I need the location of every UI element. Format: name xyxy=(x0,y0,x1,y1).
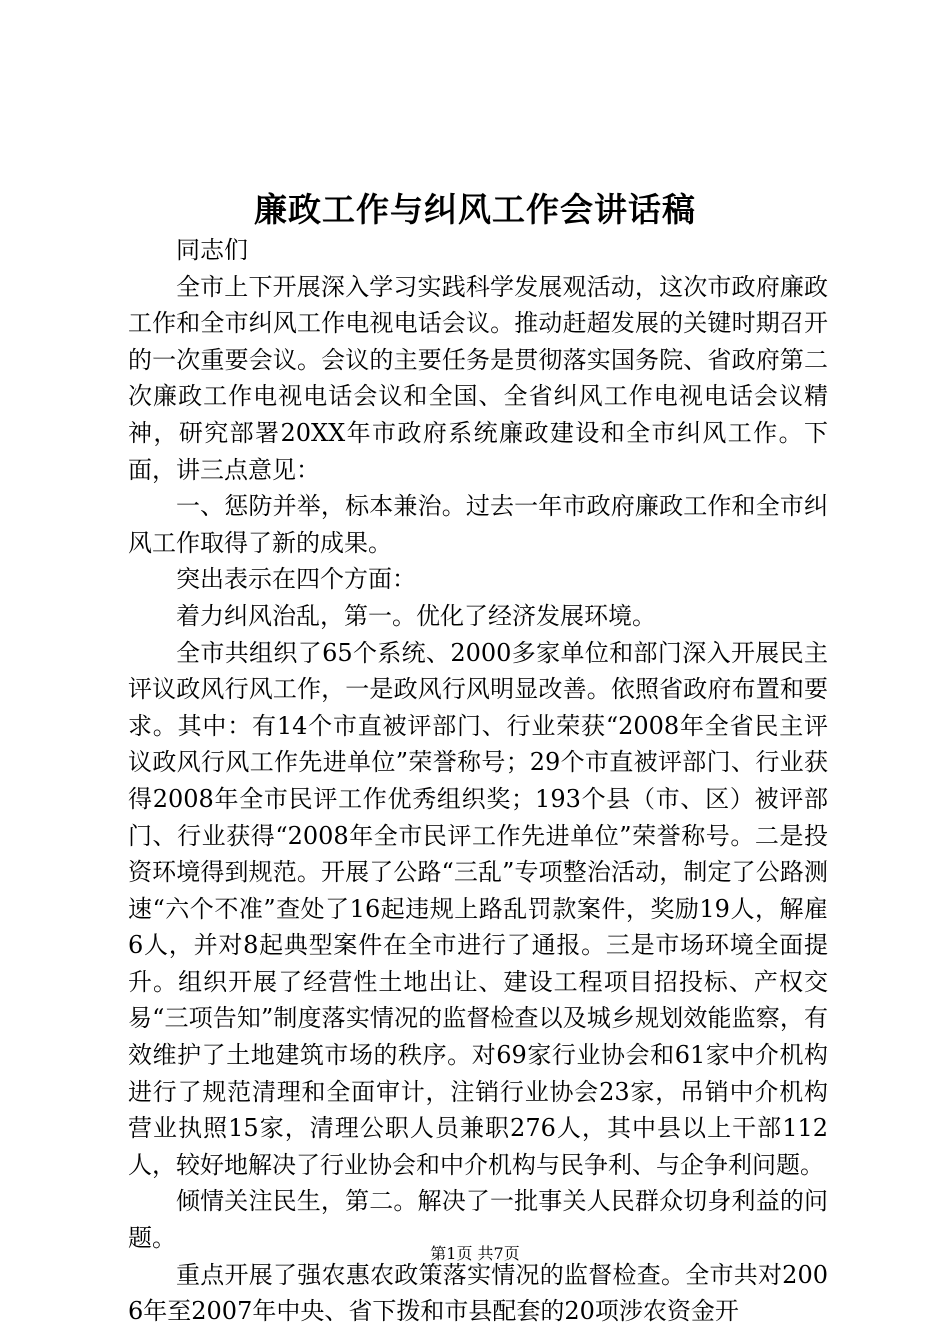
document-title: 廉政工作与纠风工作会讲话稿 xyxy=(254,190,696,229)
paragraph-four-aspects: 突出表示在四个方面： xyxy=(176,565,416,594)
document-body xyxy=(128,232,828,1330)
paragraph-section-one: 一、惩防并举，标本兼治。过去一年市政府廉政工作和全市纠风工作取得了新的成果。 xyxy=(128,492,828,557)
paragraph-first-point-detail: 全市共组织了65个系统、2000多家单位和部门深入开展民主评议政风行风工作，一是政风行风明显改善。依照省政府布置和要求。其中：有14个市直被评部门、行业荣获“2008年全省民主评议政风行风工作先进单位”荣誉称号；29个市直被评部门、行业获得2008年全市民评工作优秀组织奖；193个县（市、区）被评部门、行业获得“2008年全市民评工作先进单位”荣誉称号。二是投资环境得到规范。开展了公路“三乱”专项整治活动，制定了公路测速“六个不准”查处了16起违规上路乱罚款案件，奖励19人，解雇6人，并对8起典型案件在全市进行了通报。三是市场环境全面提升。组织开展了经营性土地出让、建设工程项目招投标、产权交易“三项告知”制度落实情况的监督检查以及城乡规划效能监察，有效维护了土地建筑市场的秩序。对69家行业协会和61家中介机构进行了规范清理和全面审计，注销行业协会23家，吊销中介机构营业执照15家，清理公职人员兼职276人，其中县以上干部112人，较好地解决了行业协会和中介机构与民争利、与企争利问题。 xyxy=(128,638,828,1179)
page-number: 第1页 共7页 xyxy=(430,1244,520,1263)
paragraph-second-point-detail: 重点开展了强农惠农政策落实情况的监督检查。全市共对2006年至2007年中央、省下拨和市县配套的20项涉农资金开 xyxy=(128,1260,828,1326)
paragraph-salutation: 同志们 xyxy=(176,236,248,264)
paragraph-intro: 全市上下开展深入学习实践科学发展观活动，这次市政府廉政工作和全市纠风工作电视电话会议。推动赶超发展的关键时期召开的一次重要会议。会议的主要任务是贯彻落实国务院、省政府第二次廉政工作电视电话会议和全国、全省纠风工作电视电话会议精神，研究部署20XX年市政府系统廉政建设和全市纠风工作。下面，讲三点意见： xyxy=(128,272,828,484)
paragraph-first-point: 着力纠风治乱，第一。优化了经济发展环境。 xyxy=(176,601,656,630)
paragraph-second-point: 倾情关注民生，第二。解决了一批事关人民群众切身利益的问题。 xyxy=(128,1187,828,1253)
